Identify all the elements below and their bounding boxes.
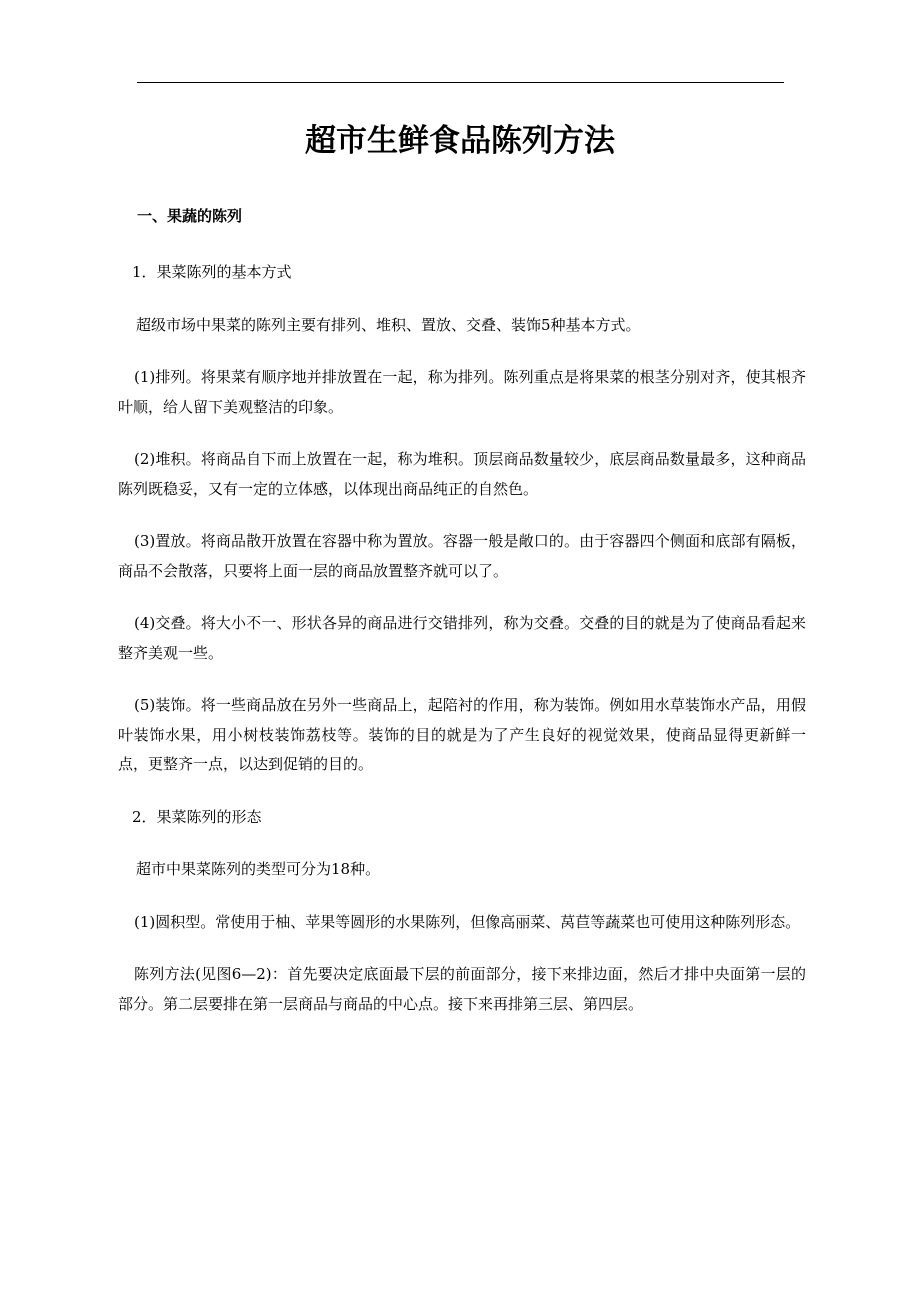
paragraph-intro: 超级市场中果菜的陈列主要有排列、堆积、置放、交叠、装饰5种基本方式。 — [136, 315, 641, 334]
paragraph-round-stack: (1)圆积型。常使用于柚、苹果等圆形的水果陈列，但像高丽菜、莴苣等蔬菜也可使用这种陈列形态。 — [134, 912, 801, 931]
document-title: 超市生鲜食品陈列方法 — [305, 123, 615, 159]
paragraph-overlap: (4)交叠。将大小不一、形状各异的商品进行交错排列，称为交叠。交叠的目的就是为了使商品看起来整齐美观一些。 — [118, 614, 806, 662]
header-rule — [137, 82, 784, 83]
paragraph-place: (3)置放。将商品散开放置在容器中称为置放。容器一般是敞口的。由于容器四个侧面和底部有隔板，商品不会散落，只要将上面一层的商品放置整齐就可以了。 — [118, 532, 806, 580]
subheading-basic-methods: 1．果菜陈列的基本方式 — [132, 263, 292, 281]
paragraph-display-method: 陈列方法(见图6—2)：首先要决定底面最下层的前面部分，接下来排边面，然后才排中央面第一层的部分。第二层要排在第一层商品与商品的中心点。接下来再排第三层、第四层。 — [118, 965, 806, 1013]
paragraph-stack: (2)堆积。将商品自下而上放置在一起，称为堆积。顶层商品数量较少，底层商品数量最多，这种商品陈列既稳妥，又有一定的立体感，以体现出商品纯正的自然色。 — [118, 450, 806, 498]
document-body — [118, 258, 806, 1019]
paragraph-types-count: 超市中果菜陈列的类型可分为18种。 — [136, 860, 381, 878]
paragraph-decorate: (5)装饰。将一些商品放在另外一些商品上，起陪衬的作用，称为装饰。例如用水草装饰水产品，用假叶装饰水果，用小树枝装饰荔枝等。装饰的目的就是为了产生良好的视觉效果，使商品显得更新鲜一点，更整齐一点，以达到促销的目的。 — [118, 696, 806, 773]
paragraph-arrange: (1)排列。将果菜有顺序地并排放置在一起，称为排列。陈列重点是将果菜的根茎分别对齐，使其根齐叶顺，给人留下美观整洁的印象。 — [118, 368, 806, 416]
subheading-display-forms: 2．果菜陈列的形态 — [132, 807, 262, 826]
section-heading: 一、果蔬的陈列 — [137, 207, 243, 225]
